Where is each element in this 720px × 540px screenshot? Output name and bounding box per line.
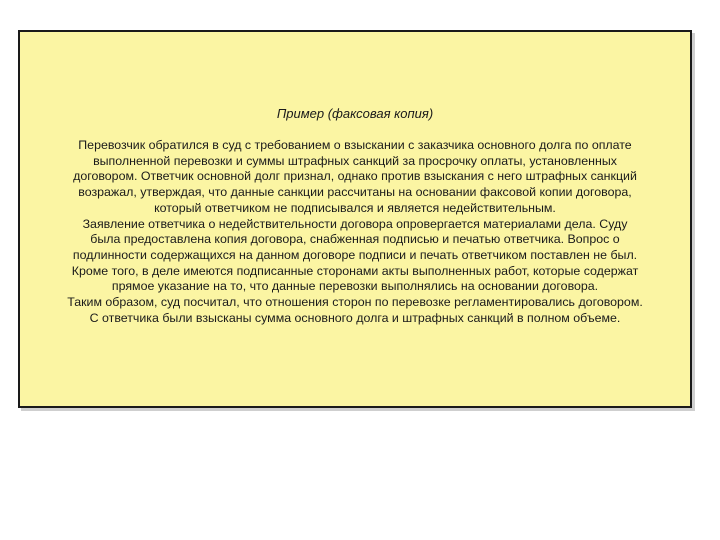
slide-body <box>30 138 680 326</box>
body-line: прямое указание на то, что данные перевозки выполнялись на основании договора. <box>111 279 599 294</box>
body-line: С ответчика были взысканы сумма основного долга и штрафных санкций в полном объеме. <box>89 310 621 325</box>
slide-title: Пример (факсовая копия) <box>276 106 434 121</box>
body-line: Таким образом, суд посчитал, что отношения сторон по перевозке регламентировались договором. <box>67 295 643 310</box>
body-line: возражал, утверждая, что данные санкции рассчитаны на основании факсовой копии договора, <box>78 185 632 200</box>
body-line: договором. Ответчик основной долг признал, однако против взыскания с него штрафных санкций <box>73 169 637 184</box>
body-line: который ответчиком не подписывался и является недействительным. <box>154 200 556 215</box>
body-line: Перевозчик обратился в суд с требованием о взыскании с заказчика основного долга по оплате <box>78 138 632 152</box>
body-line: Кроме того, в деле имеются подписанные сторонами акты выполненных работ, которые содержат <box>71 263 639 278</box>
body-line: была предоставлена копия договора, снабженная подписью и печатью ответчика. Вопрос о <box>90 232 620 247</box>
body-line: подлинности содержащихся на данном договоре подписи и печать ответчиком поставлен не был. <box>72 247 638 262</box>
slide-box <box>18 30 692 408</box>
body-line: выполненной перевозки и суммы штрафных санкций за просрочку оплаты, установленных <box>93 153 617 168</box>
body-line: Заявление ответчика о недействительности договора опровергается материалами дела. Суду <box>82 216 628 231</box>
